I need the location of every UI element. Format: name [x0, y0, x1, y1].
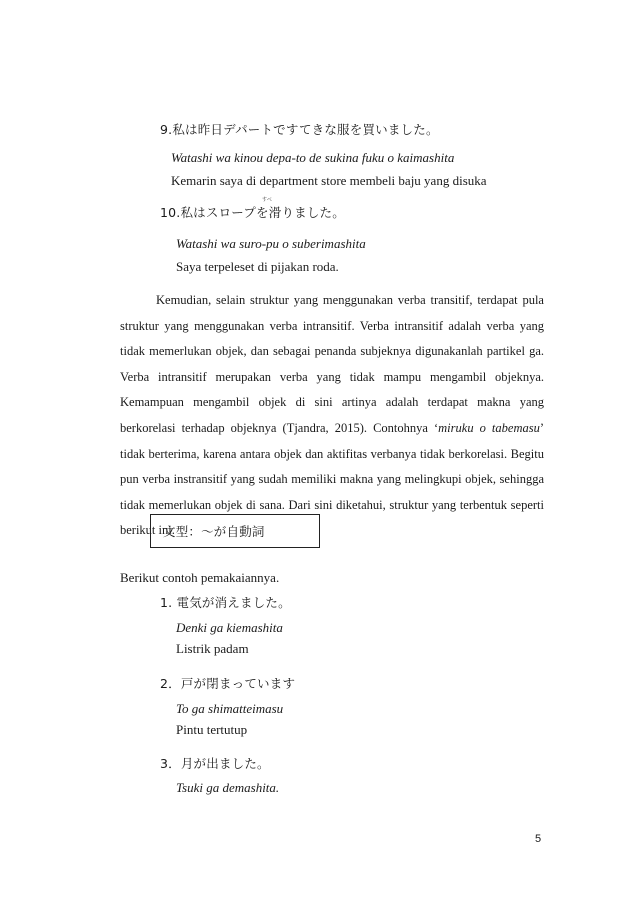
paragraph-text-1: Kemudian, selain struktur yang menggunakan verba transitif, terdapat pula struktur yang menggunakan verba intransitif. Verba intransitif adalah verba yang tidak memerlukan objek, dan sebagai penanda subjeknya digunakanlah partikel ga. Verba intransitif merupakan verba yang tidak mampu mengambil objeknya. Kemampuan mengambil objek di sini artinya adalah terdapat makna yang berkorelasi terhadap objeknya (Tjandra, 2015). Contohnya ‘ [120, 293, 544, 435]
usage-intro: Berikut contoh pemakaiannya. [120, 570, 280, 585]
usage-example-2-romaji: To ga shimatteimasu [176, 701, 284, 716]
paragraph-italic-example: miruku o tabemasu [438, 420, 540, 435]
example-10-romaji: Watashi wa suro-pu o suberimashita [176, 236, 366, 251]
example-9-japanese: 9.私は昨日デパートですてきな服を買いました。 [160, 122, 439, 137]
paragraph-text-2: ’ tidak berterima, karena antara objek dan aktifitas verbanya tidak berkorelasi. Begitu pun verba instransitif yang sudah memiliki makna yang melingkupi objek, sehingga tidak memerlukan objek di sana. Dari sini diketahui, struktur yang terbentuk seperti berikut ini. [120, 420, 545, 538]
body-paragraph [120, 288, 544, 544]
example-9-romaji: Watashi wa kinou depa-to de sukina fuku o kaimashita [171, 150, 455, 165]
sentence-pattern-text: 文型：～が自動詞 [163, 524, 265, 539]
usage-example-1-japanese: 1. 電気が消えました。 [160, 595, 291, 610]
usage-example-3-romaji: Tsuki ga demashita. [176, 780, 280, 795]
sentence-pattern-box [150, 514, 320, 548]
page-number: 5 [535, 833, 542, 845]
example-10-furigana: すべ [262, 197, 272, 203]
usage-example-2-japanese: 2．戸が閉まっています [160, 676, 296, 691]
example-9-translation: Kemarin saya di department store membeli baju yang disuka [171, 173, 487, 188]
example-10-translation: Saya terpeleset di pijakan roda. [176, 259, 339, 274]
example-10-japanese: 10.私はスロープを滑りました。 [160, 205, 345, 220]
usage-example-3-japanese: 3．月が出ました。 [160, 756, 270, 771]
usage-example-1-translation: Listrik padam [176, 641, 249, 656]
usage-example-1-romaji: Denki ga kiemashita [176, 620, 283, 635]
usage-example-2-translation: Pintu tertutup [176, 722, 248, 737]
